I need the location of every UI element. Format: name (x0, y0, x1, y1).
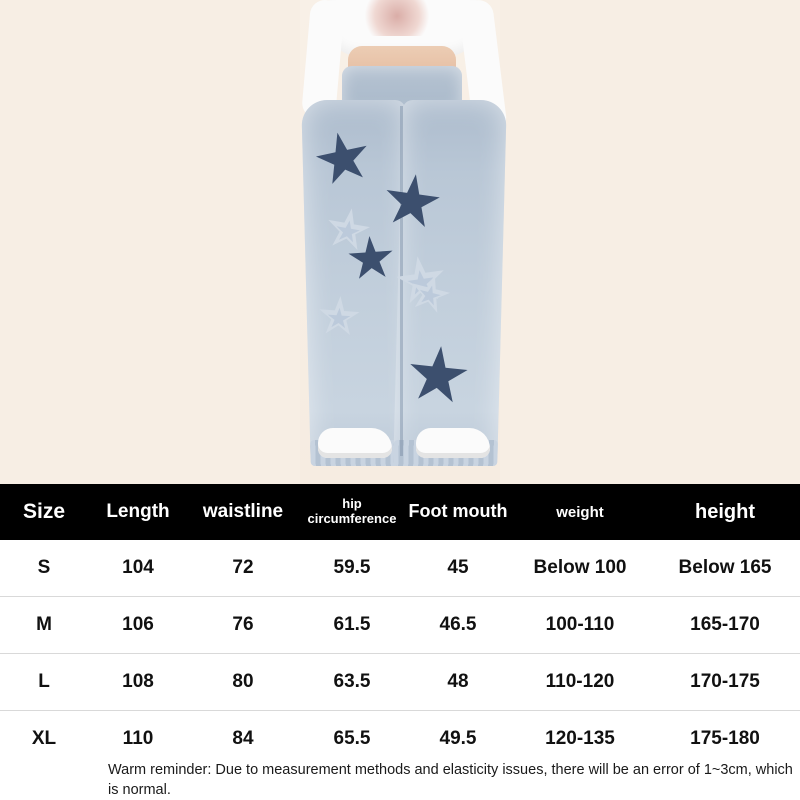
cell-height: 170-175 (650, 654, 800, 711)
cell-waistline: 76 (188, 597, 298, 654)
cell-height: 165-170 (650, 597, 800, 654)
cell-length: 104 (88, 540, 188, 597)
cell-size: XL (0, 711, 88, 768)
header-foot-mouth: Foot mouth (406, 484, 510, 540)
cell-weight: 100-110 (510, 597, 650, 654)
top-graphic-print (362, 0, 432, 36)
header-weight: weight (510, 484, 650, 540)
cell-waistline: 80 (188, 654, 298, 711)
cell-hip: 63.5 (298, 654, 406, 711)
cell-weight: 120-135 (510, 711, 650, 768)
table-row (0, 654, 800, 711)
cell-hip: 65.5 (298, 711, 406, 768)
cell-waistline: 84 (188, 711, 298, 768)
size-table (0, 484, 800, 767)
cell-foot: 48 (406, 654, 510, 711)
cell-length: 110 (88, 711, 188, 768)
model-figure (270, 0, 530, 484)
header-waistline: waistline (188, 484, 298, 540)
header-length: Length (88, 484, 188, 540)
cell-length: 106 (88, 597, 188, 654)
cell-height: 175-180 (650, 711, 800, 768)
cell-weight: 110-120 (510, 654, 650, 711)
shoe-left (318, 428, 392, 458)
table-row (0, 711, 800, 768)
jeans-garment (298, 66, 506, 466)
size-table-body (0, 540, 800, 767)
warm-reminder-text: Warm reminder: Due to measurement methods and elasticity issues, there will be an error of 1~3cm, which is normal. (0, 760, 800, 800)
photo-background-left (0, 0, 300, 484)
header-hip-circumference: hip circumference (298, 484, 406, 540)
size-table-container (0, 484, 800, 767)
size-table-header (0, 484, 800, 540)
table-row (0, 597, 800, 654)
header-row (0, 484, 800, 540)
cell-size: S (0, 540, 88, 597)
header-height: height (650, 484, 800, 540)
cell-foot: 45 (406, 540, 510, 597)
cell-waistline: 72 (188, 540, 298, 597)
cell-foot: 49.5 (406, 711, 510, 768)
cell-size: M (0, 597, 88, 654)
photo-background-right (500, 0, 800, 484)
table-row (0, 540, 800, 597)
cell-weight: Below 100 (510, 540, 650, 597)
header-size: Size (0, 484, 88, 540)
cell-length: 108 (88, 654, 188, 711)
cell-hip: 61.5 (298, 597, 406, 654)
cell-size: L (0, 654, 88, 711)
jeans-center-seam (400, 106, 403, 456)
cell-foot: 46.5 (406, 597, 510, 654)
cell-hip: 59.5 (298, 540, 406, 597)
cell-height: Below 165 (650, 540, 800, 597)
shoe-right (416, 428, 490, 458)
